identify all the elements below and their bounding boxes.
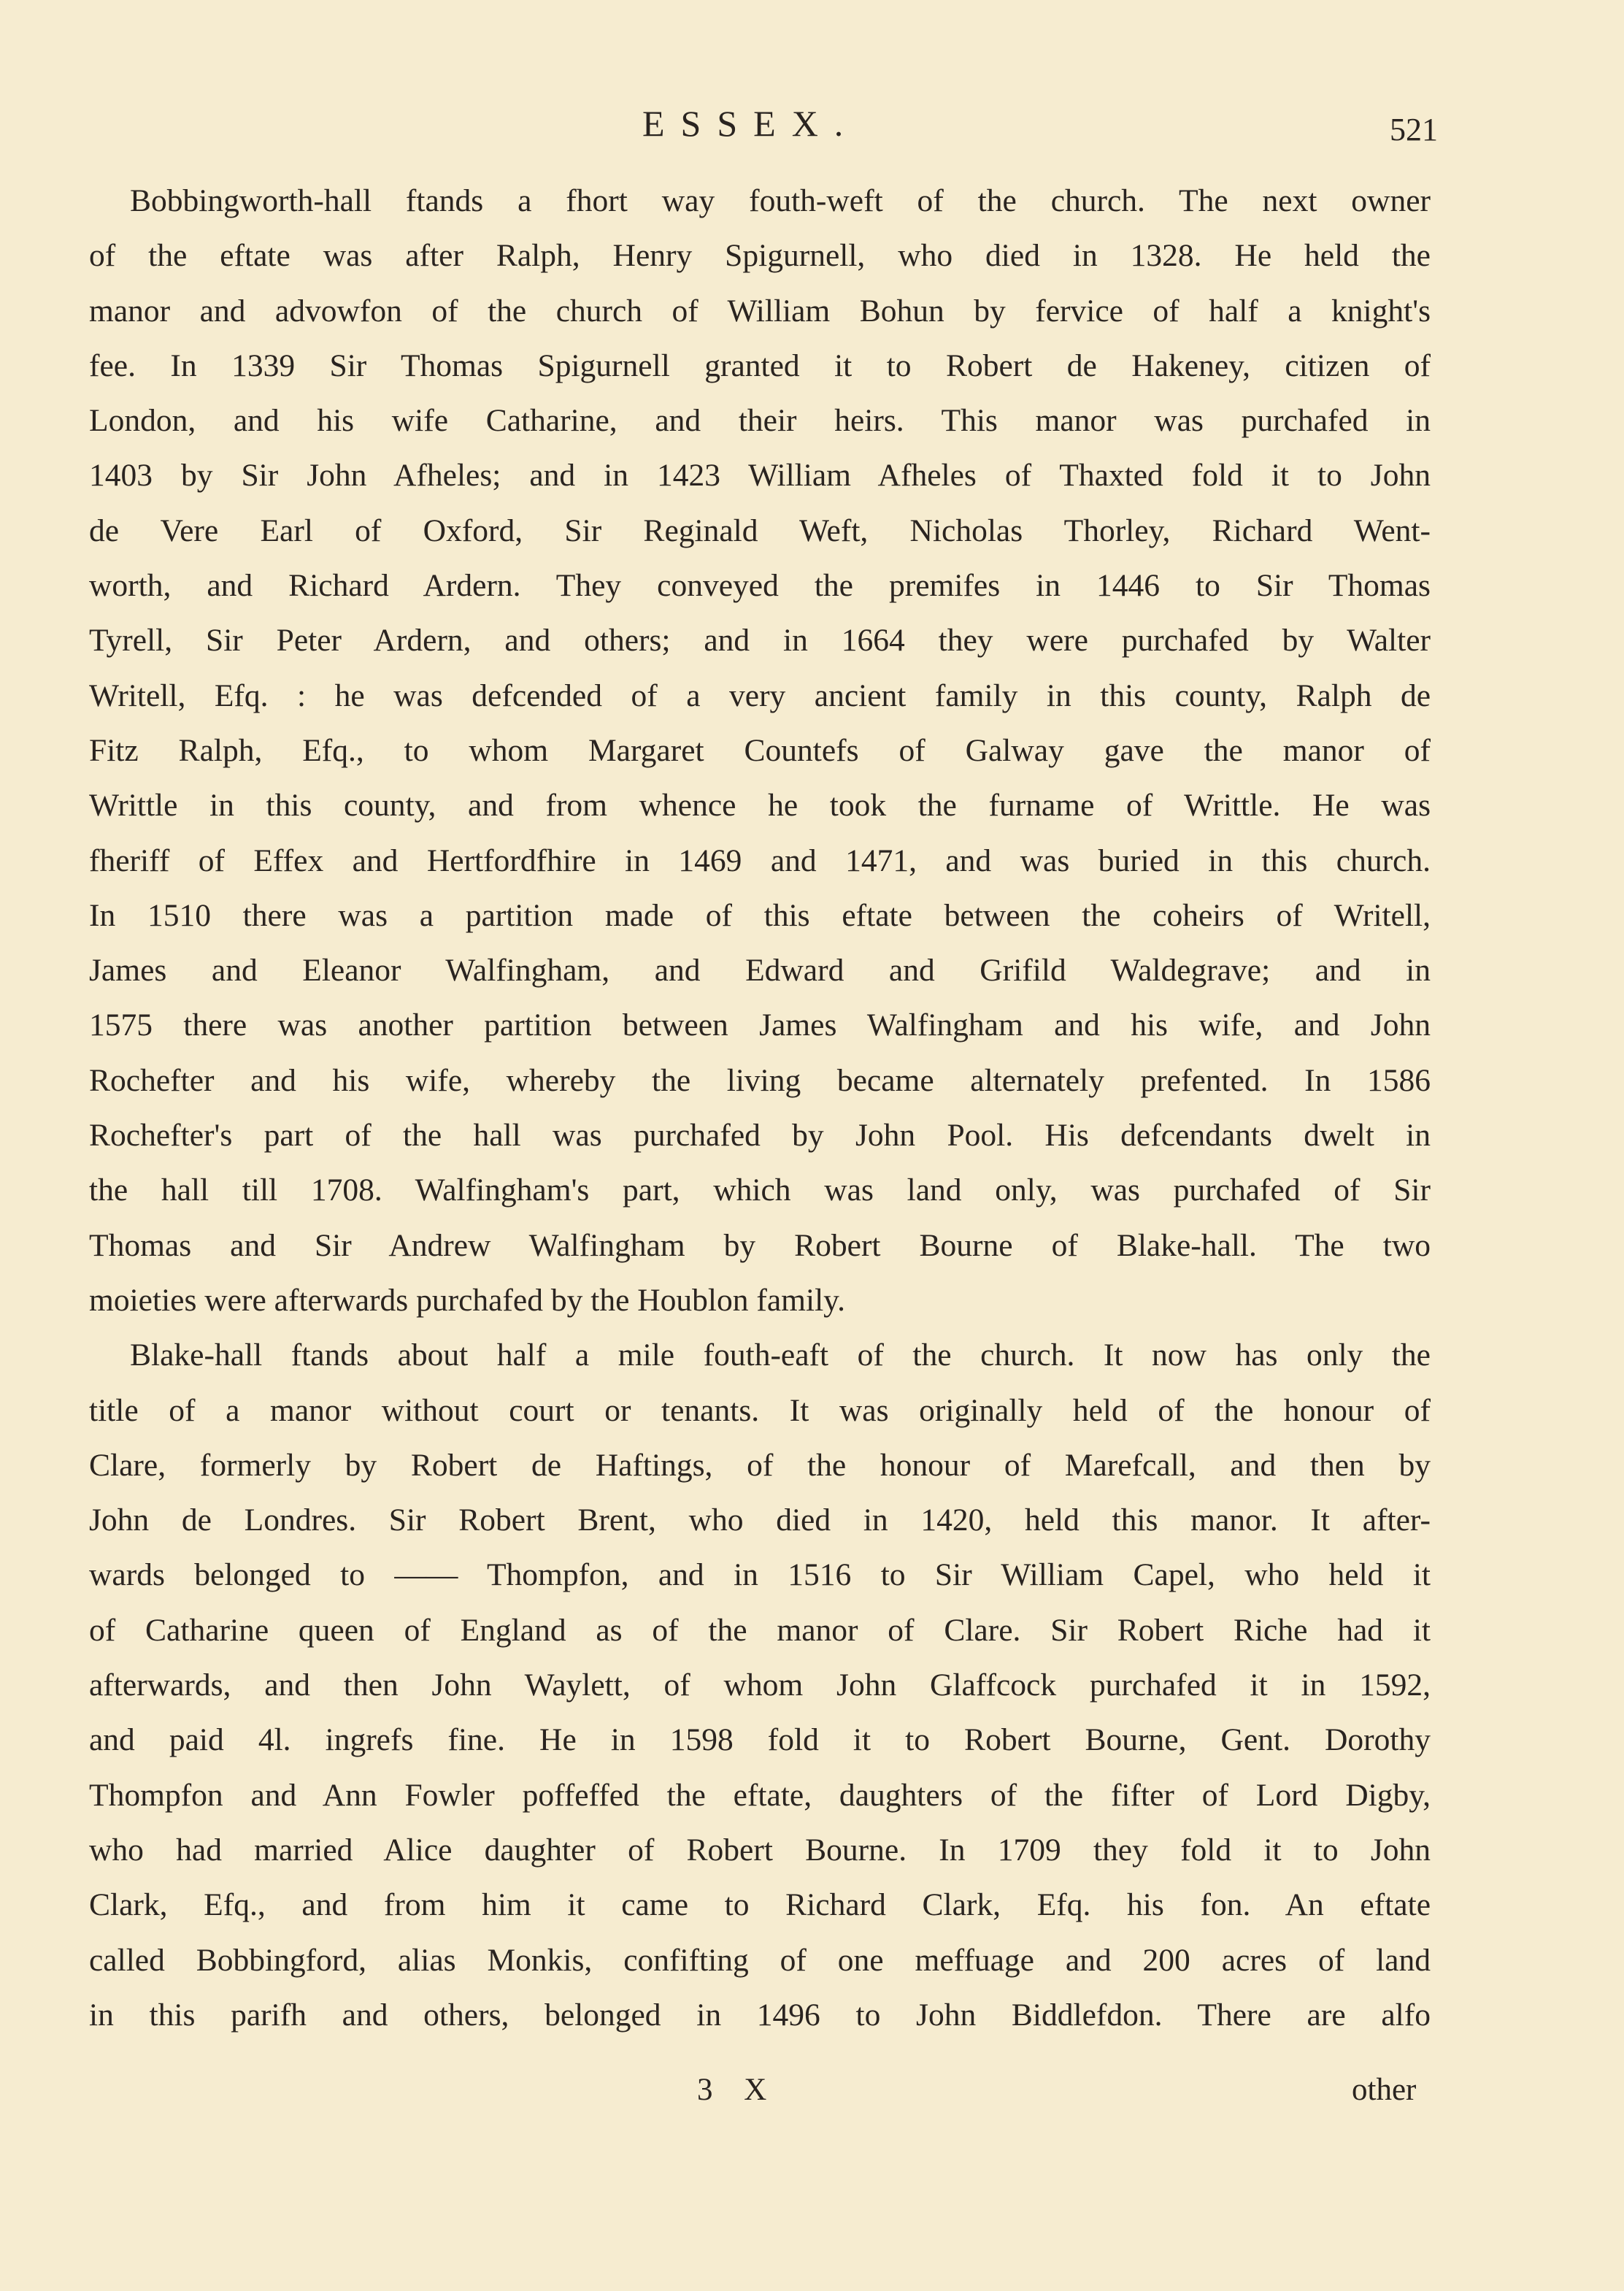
text-line: manor and advowfon of the church of William Bohun by fervice of half a knight's [89,293,1431,329]
text-line: afterwards, and then John Waylett, of whom John Glaffcock purchafed it in 1592, [89,1668,1431,1703]
running-title: ESSEX. [642,103,860,144]
text-line: de Vere Earl of Oxford, Sir Reginald Weft, Nicholas Thorley, Richard Went- [89,513,1431,548]
text-line: who had married Alice daughter of Robert Bourne. In 1709 they fold it to John [89,1832,1431,1868]
text-line: John de Londres. Sir Robert Brent, who died in 1420, held this manor. It after- [89,1503,1431,1538]
text-line: Writtle in this county, and from whence he took the furname of Writtle. He was [89,788,1431,824]
text-line: moieties were afterwards purchafed by the Houblon family. [89,1282,845,1318]
text-line: Writell, Efq. : he was defcended of a very ancient family in this county, Ralph de [89,678,1431,713]
text-line: James and Eleanor Walfingham, and Edward and Grifild Waldegrave; and in [89,953,1431,989]
text-line: wards belonged to —— Thompfon, and in 1516 to Sir William Capel, who held it [89,1557,1431,1593]
paragraph-bobbingworth-hall [89,174,1431,1328]
text-line: Bobbingworth-hall ftands a fhort way fouth-weft of the church. The next owner [130,183,1431,218]
text-line: Clark, Efq., and from him it came to Richard Clark, Efq. his fon. An eftate [89,1887,1431,1923]
text-line: title of a manor without court or tenants. It was originally held of the honour of [89,1392,1431,1428]
text-line: Thomas and Sir Andrew Walfingham by Robert Bourne of Blake-hall. The two [89,1227,1431,1263]
page-number: 521 [1390,112,1438,147]
text-line: London, and his wife Catharine, and their heirs. This manor was purchafed in [89,403,1431,439]
paragraph-blake-hall [89,1328,1431,2043]
text-line: Rochefter and his wife, whereby the living became alternately prefented. In 1586 [89,1062,1431,1098]
text-line: Fitz Ralph, Efq., to whom Margaret Countefs of Galway gave the manor of [89,732,1431,768]
running-head [0,102,1624,161]
text-line: Blake-hall ftands about half a mile fouth-eaft of the church. It now has only the [130,1338,1431,1373]
page-footer [0,2072,1624,2123]
text-line: fheriff of Effex and Hertfordfhire in 1469 and 1471, and was buried in this church. [89,843,1431,878]
text-line: and paid 4l. ingrefs fine. He in 1598 fold it to Robert Bourne, Gent. Dorothy [89,1722,1431,1758]
text-line: of Catharine queen of England as of the manor of Clare. Sir Robert Riche had it [89,1612,1431,1648]
text-line: called Bobbingford, alias Monkis, confifting of one meffuage and 200 acres of land [89,1942,1431,1978]
text-line: Clare, formerly by Robert de Haftings, of the honour of Marefcall, and then by [89,1447,1431,1483]
text-line: of the eftate was after Ralph, Henry Spigurnell, who died in 1328. He held the [89,238,1431,274]
signature-mark: 3 X [697,2073,779,2107]
text-line: 1575 there was another partition between James Walfingham and his wife, and John [89,1008,1431,1043]
body-text [89,174,1431,2043]
text-line: Thompfon and Ann Fowler poffeffed the eftate, daughters of the fifter of Lord Digby, [89,1777,1431,1813]
text-line: 1403 by Sir John Afheles; and in 1423 William Afheles of Thaxted fold it to John [89,458,1431,494]
text-line: Tyrell, Sir Peter Ardern, and others; and in 1664 they were purchafed by Walter [89,623,1431,659]
text-line: worth, and Richard Ardern. They conveyed the premifes in 1446 to Sir Thomas [89,568,1431,604]
catchword: other [1352,2073,1417,2107]
text-line: fee. In 1339 Sir Thomas Spigurnell granted it to Robert de Hakeney, citizen of [89,348,1431,383]
text-line: In 1510 there was a partition made of this eftate between the coheirs of Writell, [89,897,1431,933]
text-line: the hall till 1708. Walfingham's part, which was land only, was purchafed of Sir [89,1173,1431,1208]
text-line: Rochefter's part of the hall was purchafed by John Pool. His defcendants dwelt in [89,1118,1431,1154]
text-line: in this parifh and others, belonged in 1496 to John Biddlefdon. There are alfo [89,1997,1431,2033]
